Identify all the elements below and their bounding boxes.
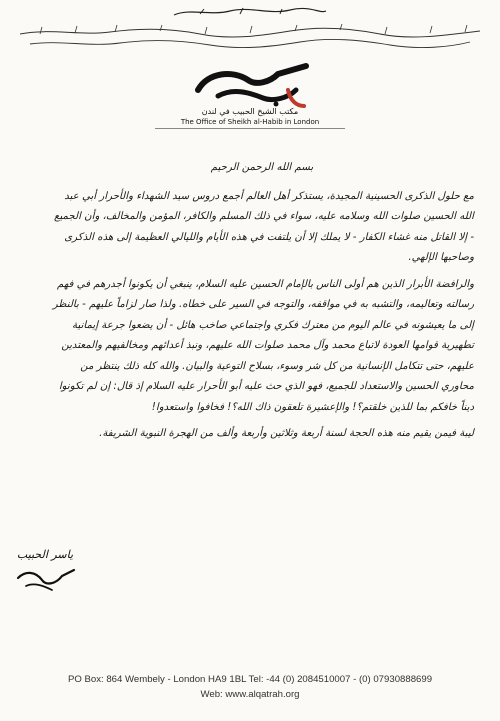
letter-basmala: بسم الله الرحمن الرحيم (210, 162, 314, 173)
letter-paragraph-1: مع حلول الذكرى الحسينية المجيدة، يستذكر أهل العالم أجمع دروس سيد الشهداء والأحرار أبي عبد الله الحسين صلوات الله وسلامه عليه، سواء في ذلك المسلم والكافر، المؤمن والمخالف، وأن الجميع - إلا القاتل منه غشاء الكفار - لا يملك إلا أن يلتفت في هذه الأيام والليالي العظيمة إلى هذه الذكرى وصاحبها الإلهي. (54, 190, 474, 263)
calligraphy-basmala-image (170, 6, 330, 18)
footer-website: Web: www.alqatrah.org (200, 689, 300, 700)
office-logo (178, 52, 328, 112)
letter-paragraph-3: ليبة فيمن يقيم منه هذه الحجة لسنة أربعة وثلاثين وأربعة وألف من الهجرة النبوية الشريفة. (99, 428, 474, 439)
footer-contact: PO Box: 864 Wembely - London HA9 1BL Tel: -44 (0) 2084510007 - (0) 07930888699 (67, 674, 433, 685)
signature-name: ياسر الحبيب (16, 548, 74, 561)
dedication-calligraphy-image (20, 22, 480, 52)
signature-mark (12, 548, 82, 596)
office-name-arabic: مكتب الشيخ الحبيب في لندن (201, 107, 299, 116)
letter-paragraph-2: والرافضة الأبرار الذين هم أولى الناس بالإمام الحسين عليه السلام، ينبغي أن يكونوا أجدرهم في فهم رسالته وتعاليمه، والتشبه به في مواقفه، والتوجه في السير على خطاه. ولذا صار لزاماً عليهم - بالنظر إلى ما يعيشونه في عالم اليوم من معترك فكري واجتماعي صاخب هائل - أن يضعوا جرعة إيمانية تطهيرية قوامها العودة لاتباع محمد وآل محمد صلوات الله عليهم، ونبذ أعدائهم ومخالفيهم والمعتدين عليهم، حتى تتكامل الإنسانية من كل شر وسوء، بسلاح التوعية والبيان. والله كله ذلك ينتظر من محاوري الحسين والاستعداد للجميع، فهو الذي حث عليه أبو الأحرار عليه السلام إذ قال: إن لم تكونوا ديناً خافكم بما للذين خلقتم؟! والإعشيرة تلعقون ذاك الله؟! فخافوا واستعدوا! (52, 278, 474, 413)
office-name-english: The Office of Sheikh al-Habib in London (180, 118, 320, 126)
header-divider (155, 128, 345, 129)
letter-body (50, 158, 474, 563)
